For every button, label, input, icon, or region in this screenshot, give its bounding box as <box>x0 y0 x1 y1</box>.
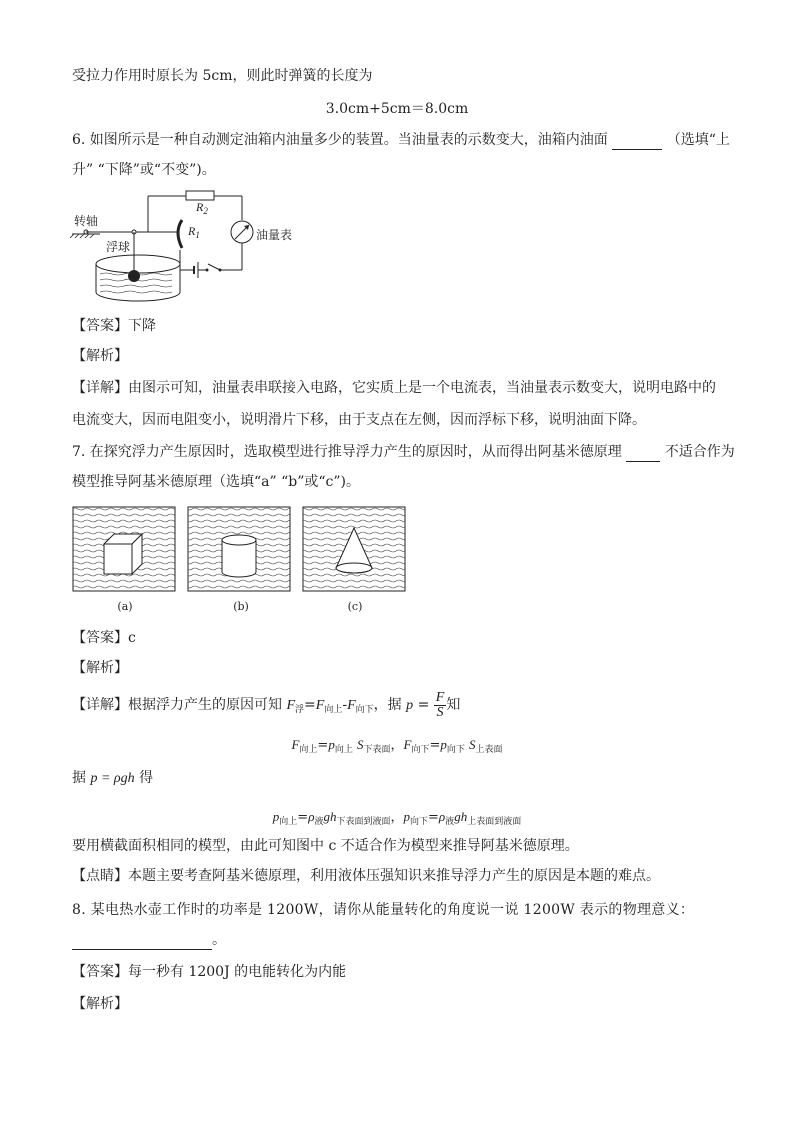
pressure-fraction: $\frac{F}{S}$ <box>435 689 445 720</box>
question-8: 8. 某电热水壶工作时的功率是 1200W，请你从能量转化的角度说一说 1200W 表示的物理意义： <box>72 902 695 918</box>
pivot-label: 转轴 <box>74 214 99 228</box>
answer-8: 【答案】每一秒有 1200J 的电能转化为内能 <box>72 964 347 980</box>
formula-force: $F_{向上}=p_{向上}$ $S_{下表面}$，$F_{向下}=p_{向下}$ $S_{上表面}$ <box>291 737 503 755</box>
question-6 <box>72 130 730 150</box>
detail-7: 【详解】根据浮力产生的原因可知 $F_浮=F_{向上}-F_{向下}$，据 p = $\frac{F}{S}$ 知 <box>72 689 461 720</box>
answer-blank <box>72 949 212 950</box>
analysis-7: 【解析】 <box>72 660 128 676</box>
question-7-text: 不适合作为 <box>664 444 735 460</box>
detail-6-cont: 电流变大，因而电阻变小，说明滑片下移，由于支点在左侧，因而浮标下移，说明油面下降。 <box>72 412 646 428</box>
analysis-6: 【解析】 <box>72 348 128 364</box>
answer-blank <box>612 149 662 150</box>
question-7-cont: 模型推导阿基米德原理（选填“a” “b”或“c”)。 <box>72 474 361 490</box>
formula-pressure: $p_{向上}=\rho_液gh_{下表面到液面}$，$p_{向下}=\rho_液gh_{上表面到液面}$ <box>272 809 522 827</box>
detail-6: 【详解】由图示可知，油量表串联接入电路，它实质上是一个电流表，当油量表示数变大，说明电路中的 <box>72 380 716 396</box>
figure-a-caption: (a) <box>117 600 133 613</box>
formula-line: 3.0cm+5cm＝8.0cm <box>325 101 469 117</box>
figure-c-caption: (c) <box>347 600 363 613</box>
question-6-cont: 升” “下降”或“不变”)。 <box>72 162 216 178</box>
r2-label: $R_2$ <box>196 200 208 216</box>
tip-7: 【点睛】本题主要考查阿基米德原理，利用液体压强知识来推导浮力产生的原因是本题的难点。 <box>72 868 660 884</box>
question-6-text: 6. 如图所示是一种自动测定油箱内油量多少的装置。当油量表的示数变大，油箱内油面 <box>72 132 608 148</box>
meter-label: 油量表 <box>256 228 293 242</box>
r1-label: $R_1$ <box>188 224 200 240</box>
figure-b-caption: (b) <box>233 600 249 613</box>
question-8-blank: 。 <box>72 930 226 950</box>
answer-7: 【答案】c <box>72 630 136 646</box>
detail-7-conclusion: 要用横截面积相同的模型，由此可知图中 c 不适合作为模型来推导阿基米德原理。 <box>72 838 579 854</box>
three-models-figure <box>72 506 406 594</box>
answer-blank <box>626 461 660 462</box>
question-7-text: 7. 在探究浮力产生原因时，选取模型进行推导浮力产生的原因时，从而得出阿基米德原理 <box>72 444 622 460</box>
detail-7-pgh: 据 p = ρgh 得 <box>72 770 154 786</box>
cube-shape <box>104 534 142 574</box>
cylinder-shape <box>222 535 256 577</box>
text-line: 受拉力作用时原长为 5cm，则此时弹簧的长度为 <box>72 68 373 84</box>
question-7 <box>72 442 735 462</box>
question-6-text: （选填“上 <box>666 132 730 148</box>
float-label: 浮球 <box>106 240 131 254</box>
analysis-8: 【解析】 <box>72 996 128 1012</box>
answer-6: 【答案】下降 <box>72 318 156 334</box>
